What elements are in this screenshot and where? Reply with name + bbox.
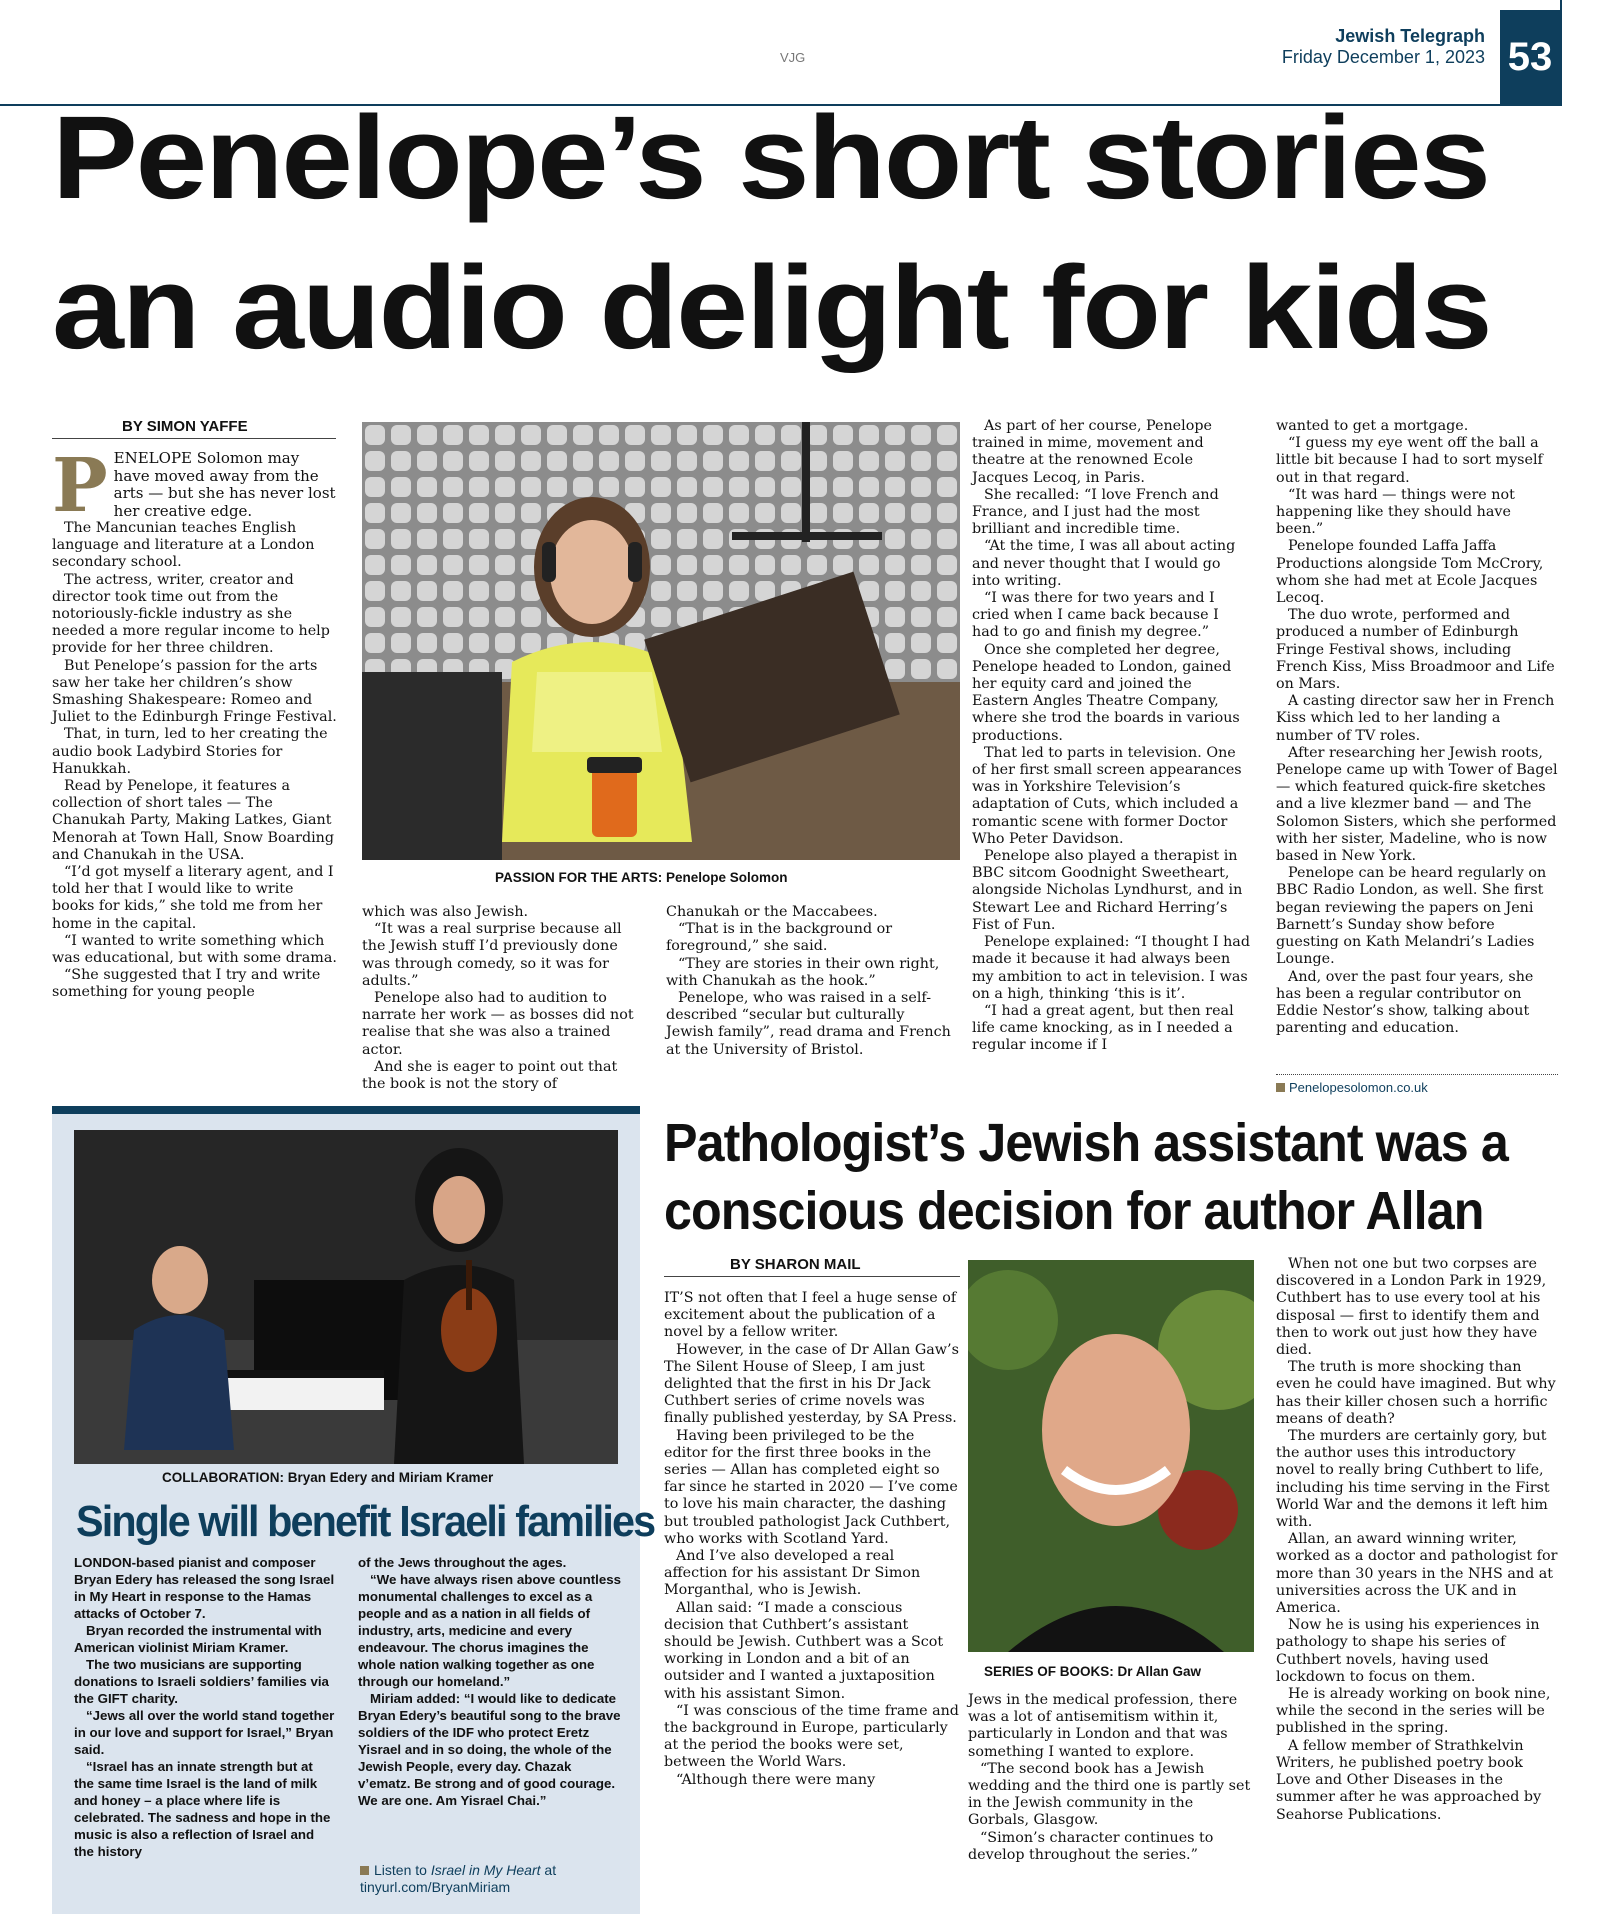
article1-byline: BY SIMON YAFFE [122,418,248,435]
article1-headline-line2: an audio delight for kids [52,242,1491,374]
paragraph: IT’S not often that I feel a huge sense of excitement about the publication of a novel by a fellow writer. [664,1290,957,1341]
paragraph: The murders are certainly gory, but the author uses this introductory novel to really bring Cuthbert to life, including his time serving in the First World War and the demons it left him with. [1276,1428,1550,1531]
allan-gaw-illustration [968,1260,1254,1652]
paragraph: LONDON-based pianist and composer Bryan Edery has released the song Israel in My Heart in response to the Hamas attacks of October 7. [74,1555,335,1621]
paragraph: She recalled: “I love French and France, and I just had the most brilliant and incredible time. [972,486,1219,538]
paragraph: Penelope also played a therapist in BBC sitcom Goodnight Sweetheart, alongside Nicholas Lyndhurst, and in Stewart Lee and Richard Herring’s Fist of Fun. [972,848,1243,933]
byline-rule [664,1276,960,1277]
dropcap: P [52,443,108,529]
listen-prefix: Listen to [374,1862,427,1878]
link-marker-icon [1276,1083,1285,1092]
paragraph: wanted to get a mortgage. [1276,418,1469,434]
article1-column-1 [52,443,338,1002]
paragraph: “I had a great agent, but then real life came knocking, as in I needed a regular income if I [972,1002,1234,1054]
paragraph: “We have always risen above countless monumental challenges to excel as a people and as a nation in all fields of industry, arts, medicine and every endeavour. The chorus imagines the whole nation walking together as one through our homeland.” [358,1572,622,1689]
paragraph: Penelope also had to audition to narrate her work — as bosses did not realise that she was also a trained actor. [362,990,634,1058]
paragraph: “I wanted to write something which was educational, but with some drama. [52,932,337,967]
paragraph: “I was there for two years and I cried when I came back because I had to go and finish my degree.” [972,590,1219,641]
paragraph: “I guess my eye went off the ball a little bit because I had to sort myself out in that regard. [1276,435,1543,486]
link-marker-icon [360,1866,369,1875]
paragraph: “Although there were many [676,1771,876,1788]
paragraph: “She suggested that I try and write something for young people [52,967,321,1001]
link-rule [1276,1074,1558,1075]
paragraph: When not one but two corpses are discovered in a London Park in 1929, Cuthbert has to use every tool at his disposal — first to identify them and then to work out just how they have died. [1276,1256,1547,1359]
sidebar-listen-link[interactable] [360,1862,622,1896]
article2-column-3 [1276,1256,1558,1824]
paragraph: As part of her course, Penelope trained in mime, movement and theatre at the renowned Ecole Jacques Lecoq, in Paris. [972,418,1212,486]
paragraph: The two musicians are supporting donations to Israeli soldiers’ families via the GIFT charity. [74,1657,329,1706]
article2-headline-line1: Pathologist’s Jewish assistant was a [664,1113,1508,1173]
listen-at: at [544,1862,557,1878]
paragraph: He is already working on book nine, while the second in the series will be published in the spring. [1276,1686,1551,1737]
paragraph: Once she completed her degree, Penelope headed to London, gained her equity card and joined the Eastern Angles Theatre Company, where she trod the boards in various productions. [972,641,1240,744]
penelope-web-link[interactable] [1276,1080,1428,1095]
musicians-photo [74,1130,618,1464]
paragraph: Allan said: “I made a conscious decision that Cuthbert’s assistant should be Jewish. Cuthbert was a Scot working in London and a bit of an outsider and I wanted a juxtaposition with his assistant Simon. [664,1599,944,1702]
penelope-photo [362,422,960,860]
paragraph: Penelope founded Laffa Jaffa Productions alongside Tom McCrory, whom she had met at Ecole Jacques Lecoq. [1276,538,1544,607]
web-link-text[interactable]: Penelopesolomon.co.uk [1289,1080,1428,1095]
paragraph: which was also Jewish. [362,904,529,920]
paragraph: “It was hard — things were not happening like they should have been.” [1276,486,1515,538]
sidebar-photo-caption: COLLABORATION: Bryan Edery and Miriam Kramer [162,1470,494,1485]
paragraph: Bryan recorded the instrumental with American violinist Miriam Kramer. [74,1623,322,1655]
paragraph: “Jews all over the world stand together in our love and support for Israel,” Bryan said. [74,1708,335,1757]
paragraph: “The second book has a Jewish wedding and the third one is partly set in the Jewish community in the Gorbals, Glasgow. [968,1760,1251,1829]
paragraph: of the Jews throughout the ages. [358,1555,567,1570]
paragraph: The actress, writer, creator and director took time out from the notoriously-fickle industry as she needed a more regular income to help provide for her three children. [52,571,330,657]
folio-code: VJG [780,50,806,65]
byline-rule [52,438,336,439]
paragraph: The Mancunian teaches English language and literature at a London secondary school. [52,520,315,571]
article1-photo-caption: PASSION FOR THE ARTS: Penelope Solomon [495,870,788,885]
paragraph: Miriam added: “I would like to dedicate Bryan Edery’s beautiful song to the brave soldiers of the IDF who protect Eretz Yisrael and in so doing, the whole of the Jewish People, every day. Chazak v’ematz. Be strong and of good courage. We are one. Am Yisrael Chai.” [358,1691,621,1808]
sidebar-top-rule [52,1106,640,1114]
paragraph: “I was conscious of the time frame and the background in Europe, particularly at the period the books were set, between the World Wars. [664,1702,959,1771]
paragraph: A fellow member of Strathkelvin Writers, he published poetry book Love and Other Diseases in the summer after he was approached by Seahorse Publications. [1276,1737,1542,1823]
listen-url[interactable]: tinyurl.com/BryanMiriam [360,1879,511,1895]
article1-column-3 [666,904,956,1059]
paragraph: “Simon’s character continues to develop throughout the series.” [968,1829,1214,1863]
paragraph: “Israel has an innate strength but at the same time Israel is the land of milk and honey – a place where life is celebrated. The sadness and hope in the music is also a reflection of Israel and the history [74,1759,331,1859]
paragraph: “It was a real surprise because all the Jewish stuff I’d previously done was through comedy, so it was for adults.” [362,921,622,989]
paragraph: However, in the case of Dr Allan Gaw’s The Silent House of Sleep, I am just delighted that the first in his Dr Jack Cuthbert series of crime novels was finally published yesterday, by SA Press. [664,1341,959,1427]
publication-info [1282,26,1485,68]
article2-byline: BY SHARON MAIL [730,1256,861,1273]
article1-headline-line1: Penelope’s short stories [52,92,1489,224]
paragraph: That, in turn, led to her creating the audio book Ladybird Stories for Hanukkah. [52,726,328,777]
paragraph: But Penelope’s passion for the arts saw her take her children’s show Smashing Shakespeare: Romeo and Juliet to the Edinburgh Fringe Festival. [52,657,337,726]
article2-column-1 [664,1290,960,1789]
publication-date: Friday December 1, 2023 [1281,47,1485,67]
paragraph: “That is in the background or foreground,” she said. [666,921,893,955]
article1-column-4 [972,418,1250,1055]
paragraph: And I’ve also developed a real affection for his assistant Dr Simon Morganthal, who is Jewish. [664,1548,921,1599]
article1-lead-paragraph: ENELOPE Solomon may have moved away from the arts — but she has never lost her creative edge. [113,449,336,520]
paragraph: Jews in the medical profession, there was a lot of antisemitism within it, particularly in London and that was something I wanted to explore. [968,1692,1238,1760]
paragraph: Having been privileged to be the editor for the first three books in the series — Allan has completed eight so far since he started in 2020 — I’ve come to love his main character, the dashing but troubled pathologist Jack Cuthbert, who works with Scotland Yard. [664,1427,958,1547]
paragraph: Penelope, who was raised in a self-described “secular but culturally Jewish family”, read drama and French at the University of Bristol. [666,990,951,1058]
paragraph: Read by Penelope, it features a collection of short tales — The Chanukah Party, Making Latkes, Giant Menorah at Town Hall, Snow Boarding and Chanukah in the USA. [52,778,335,863]
paragraph: “They are stories in their own right, with Chanukah as the hook.” [666,955,940,989]
paragraph: Penelope explained: “I thought I had made it because it had always been my ambition to act in television. I was on a high, thinking ‘this is it’. [972,934,1250,1002]
sidebar-headline: Single will benefit Israeli families [76,1497,655,1546]
paragraph: The truth is more shocking than even he could have imagined. But why has their killer chosen such a horrific means of death? [1276,1359,1556,1427]
article1-column-5 [1276,418,1558,1037]
paragraph: “At the time, I was all about acting and never thought that I would go into writing. [972,538,1236,589]
studio-photo-illustration [362,422,960,860]
paragraph: Now he is using his experiences in pathology to shape his series of Cuthbert novels, having used lockdown to focus on them. [1276,1617,1540,1685]
paragraph: And she is eager to point out that the book is not the story of [362,1058,618,1093]
article2-column-2 [968,1692,1256,1864]
article1-column-2 [362,904,644,1093]
paragraph: That led to parts in television. One of her first small screen appearances was in Yorkshire Television’s adaptation of Cuts, which included a romantic scene with former Doctor Who Peter Davidson. [972,744,1242,847]
article2-headline-line2: conscious decision for author Allan [664,1181,1484,1241]
paragraph: After researching her Jewish roots, Penelope came up with Tower of Bagel — which featured quick-fire sketches and a live klezmer band — and The Solomon Sisters, which she performed with her sister, Madeline, who is now based in New York. [1276,744,1558,865]
listen-title: Israel in My Heart [430,1862,541,1878]
paragraph: The duo wrote, performed and produced a number of Edinburgh Fringe Festival shows, including French Kiss, Miss Broadmoor and Life on Mars. [1276,607,1555,693]
sidebar-column-2 [358,1554,622,1809]
paragraph: And, over the past four years, she has been a regular contributor on Eddie Nestor’s show, talking about parenting and education. [1276,968,1534,1037]
paragraph: “I’d got myself a literary agent, and I told her that I would like to write books for kids,” she told me from her home in the capital. [52,864,334,932]
sidebar-column-1 [74,1554,336,1860]
paragraph: Chanukah or the Maccabees. [666,904,878,920]
allan-gaw-photo [968,1260,1254,1652]
paragraph: Allan, an award winning writer, worked as a doctor and pathologist for more than 30 years in the NHS and at universities across the UK and in America. [1276,1531,1558,1617]
publication-name: Jewish Telegraph [1335,26,1485,46]
musicians-photo-illustration [74,1130,618,1464]
paragraph: A casting director saw her in French Kiss which led to her landing a number of TV roles. [1276,693,1555,744]
paragraph: Penelope can be heard regularly on BBC Radio London, as well. She first began reviewing the papers on Jeni Barnett’s Sunday show before guesting on Kath Melandri’s Ladies Lounge. [1276,865,1547,968]
page-number: 53 [1500,10,1560,104]
article2-photo-caption: SERIES OF BOOKS: Dr Allan Gaw [984,1664,1202,1679]
